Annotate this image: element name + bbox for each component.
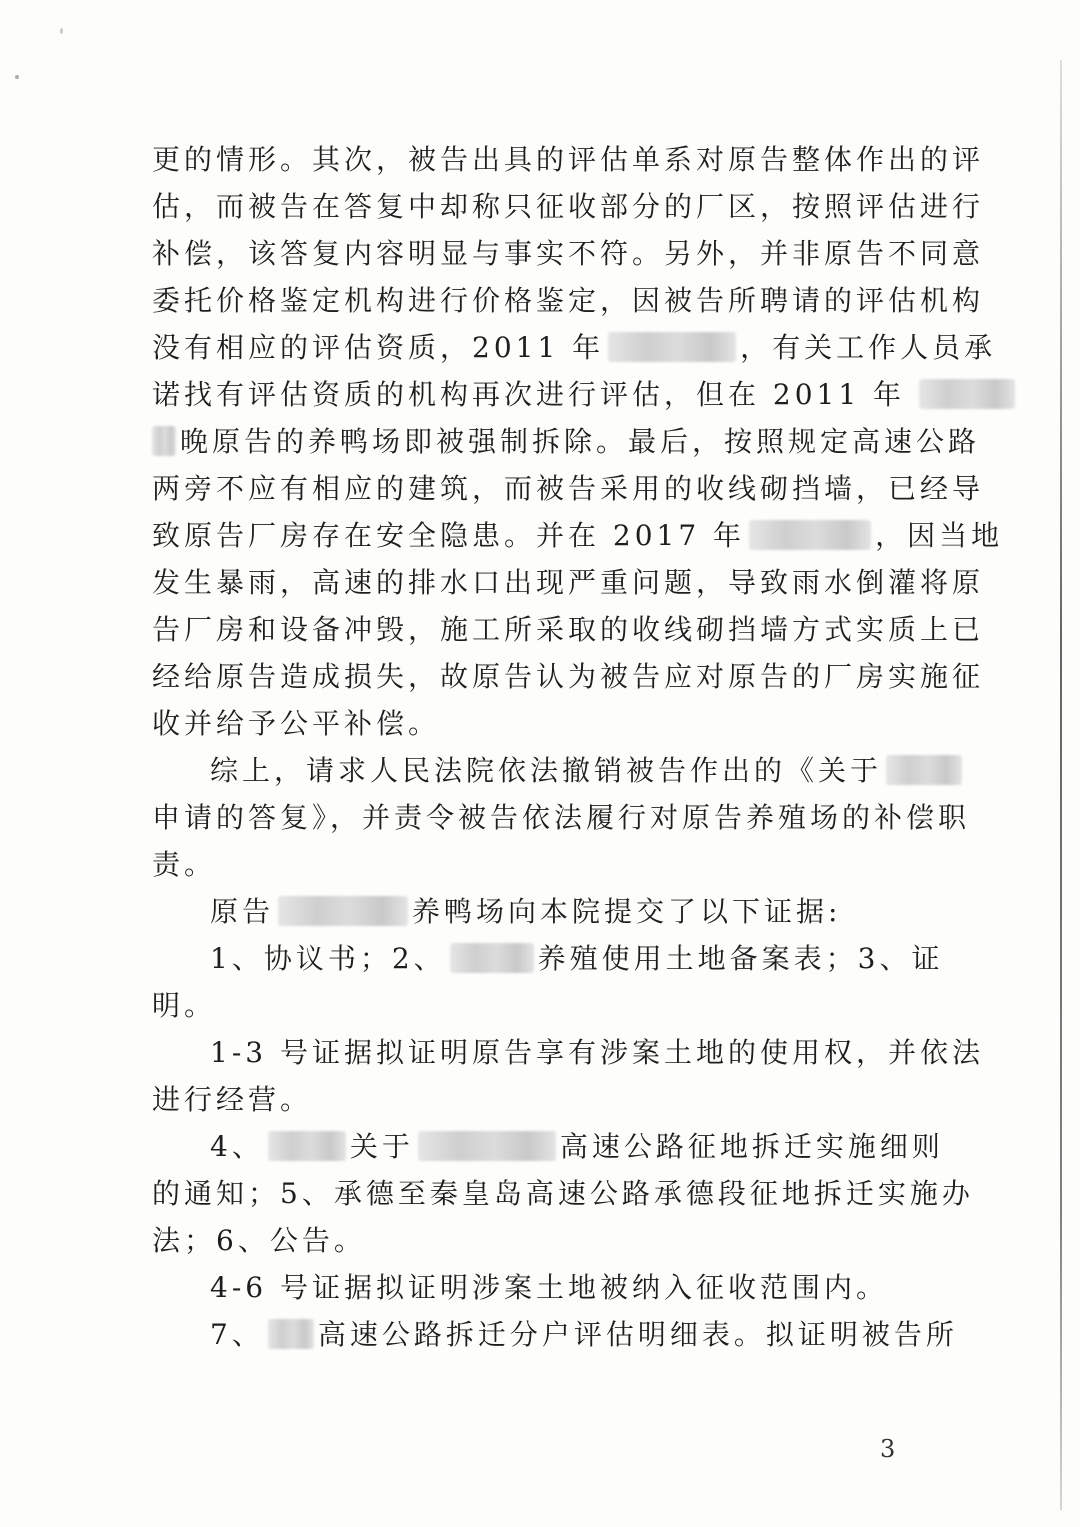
redaction-blur (450, 943, 534, 973)
text-segment: 高速公路拆迁分户评估明细表。拟证明被告所 (317, 1318, 958, 1351)
text-segment: 经给原告造成损失，故原告认为被告应对原告的厂房实施征 (152, 660, 985, 693)
text-line (152, 800, 971, 836)
text-line (210, 1317, 970, 1353)
text-line (152, 236, 985, 272)
text-line (210, 753, 970, 789)
text-line (152, 988, 912, 1024)
text-line (152, 565, 985, 601)
text-line (152, 1176, 974, 1212)
text-segment: 估，而被告在答复中却称只征收部分的厂区，按照评估进行 (152, 190, 985, 223)
text-line (152, 518, 1004, 554)
text-segment: 申请的答复》，并责令被告依法履行对原告养殖场的补偿职 (152, 801, 971, 834)
text-line (152, 189, 985, 225)
redaction-blur (268, 1131, 346, 1161)
text-segment: 关于 (349, 1130, 414, 1163)
redaction-blur (418, 1131, 556, 1161)
text-line (210, 1035, 984, 1071)
text-line (152, 612, 985, 648)
redaction-blur (278, 896, 408, 926)
text-line (210, 1129, 970, 1165)
text-line (210, 1270, 970, 1306)
text-segment: 明。 (152, 989, 217, 1022)
text-line (210, 894, 970, 930)
text-segment: 补偿，该答复内容明显与事实不符。另外，并非原告不同意 (152, 237, 985, 270)
text-segment: 高速公路征地拆迁实施细则 (559, 1130, 944, 1163)
page-number: 3 (880, 1435, 896, 1463)
text-segment: 更的情形。其次，被告出具的评估单系对原告整体作出的评 (152, 143, 985, 176)
scan-speck (15, 75, 19, 79)
text-segment: 没有相应的评估资质，2011 年 (152, 331, 605, 364)
text-segment: 1-3 号证据拟证明原告享有涉案土地的使用权，并依法 (210, 1036, 984, 1069)
text-line (210, 941, 970, 977)
text-segment: 原告 (210, 895, 275, 928)
text-line (152, 142, 985, 178)
redaction-blur (268, 1319, 314, 1349)
text-segment: 告厂房和设备冲毁，施工所采取的收线砌挡墙方式实质上已 (152, 613, 985, 646)
text-segment: 收并给予公平补偿。 (152, 707, 441, 740)
text-segment: ，因当地 (875, 519, 1004, 552)
redaction-blur (152, 426, 176, 456)
text-line (152, 424, 981, 460)
text-line (152, 330, 997, 366)
text-line (152, 659, 985, 695)
text-segment: 发生暴雨，高速的排水口出现严重问题，导致雨水倒灌将原 (152, 566, 985, 599)
text-line (152, 471, 985, 507)
scan-speck (60, 28, 63, 34)
text-segment: 4、 (210, 1130, 264, 1163)
redaction-blur (749, 520, 871, 550)
text-segment: 法；6、公告。 (152, 1224, 366, 1257)
text-line (152, 1223, 912, 1259)
text-segment: 养鸭场向本院提交了以下证据: (412, 895, 842, 928)
redaction-blur (608, 332, 736, 362)
text-segment: 委托价格鉴定机构进行价格鉴定，因被告所聘请的评估机构 (152, 284, 985, 317)
text-segment: 的通知；5、承德至秦皇岛高速公路承德段征地拆迁实施办 (152, 1177, 974, 1210)
text-segment: 进行经营。 (152, 1083, 313, 1116)
text-line (152, 1082, 912, 1118)
text-segment: 4-6 号证据拟证明涉案土地被纳入征收范围内。 (210, 1271, 888, 1304)
text-segment: 1、协议书；2、 (210, 942, 446, 975)
text-segment: 致原告厂房存在安全隐患。并在 2017 年 (152, 519, 746, 552)
text-segment: 两旁不应有相应的建筑，而被告采用的收线砌挡墙，已经导 (152, 472, 985, 505)
text-segment: 7、 (210, 1318, 264, 1351)
text-segment: 晚原告的养鸭场即被强制拆除。最后，按照规定高速公路 (180, 425, 981, 458)
redaction-blur (886, 755, 962, 785)
text-line (152, 283, 985, 319)
text-segment: 诺找有评估资质的机构再次进行评估，但在 2011 年 (152, 378, 906, 411)
text-segment: 责。 (152, 848, 217, 881)
redaction-blur (919, 379, 1015, 409)
scan-edge-shadow (1060, 60, 1062, 1510)
text-segment: 综上，请求人民法院依法撤销被告作出的《关于 (210, 754, 883, 787)
text-segment: 养殖使用土地备案表；3、证 (537, 942, 944, 975)
text-line (152, 847, 912, 883)
text-line (152, 706, 912, 742)
text-segment: ，有关工作人员承 (740, 331, 997, 364)
text-line (152, 377, 912, 413)
